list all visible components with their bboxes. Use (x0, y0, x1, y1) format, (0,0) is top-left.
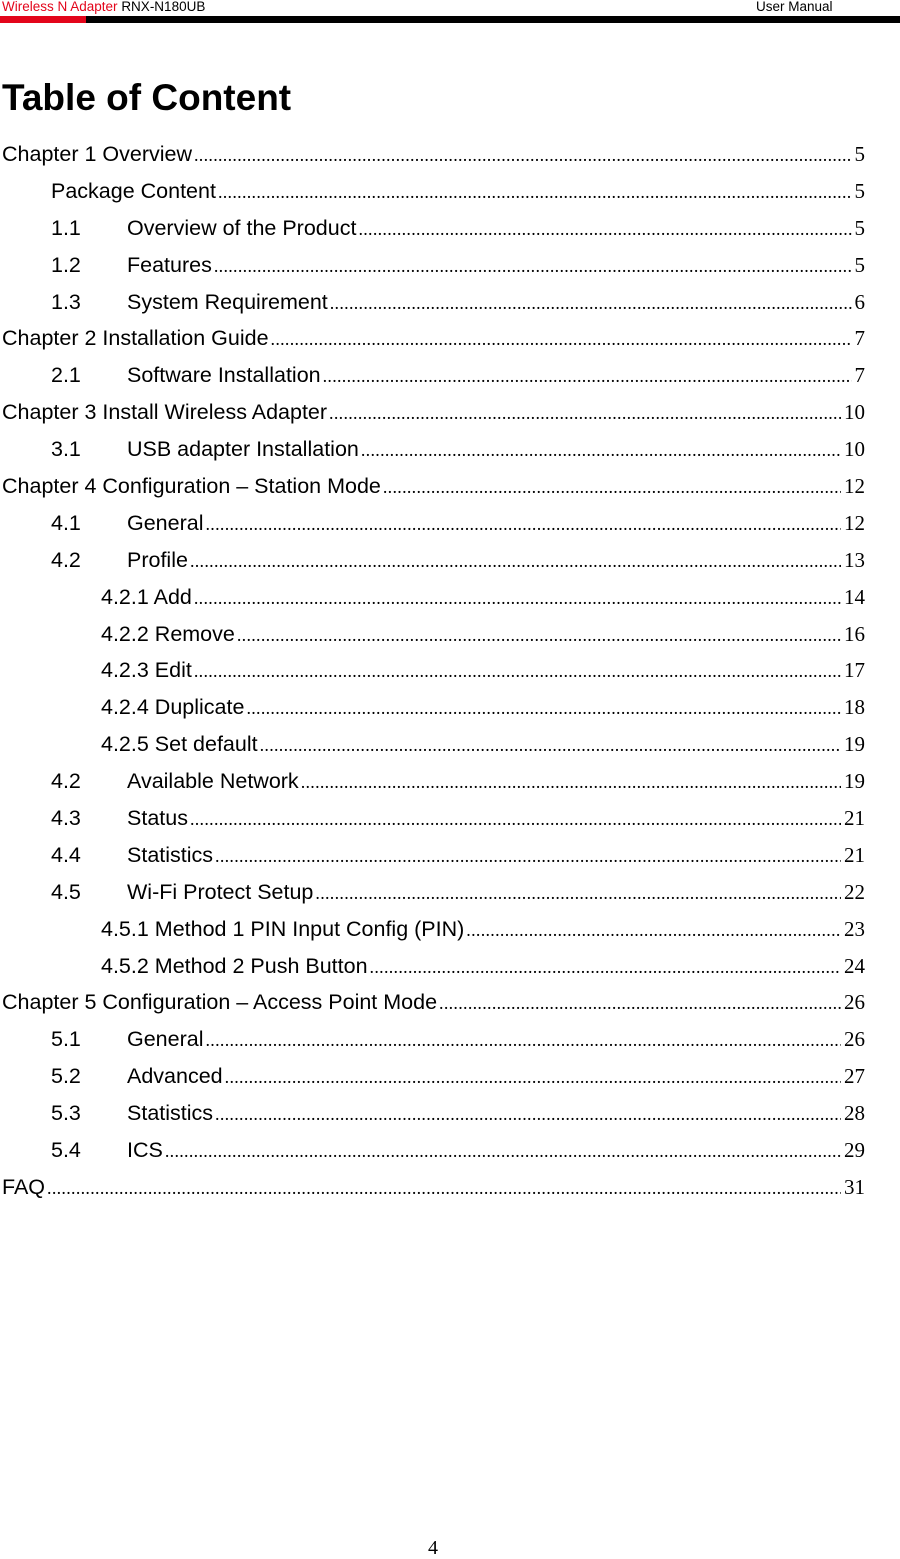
dot-leader (329, 399, 841, 427)
toc-entry-page: 27 (844, 1064, 865, 1089)
toc-entry[interactable] (0, 469, 900, 506)
toc-entry-page: 26 (844, 990, 865, 1015)
toc-entry-number: 1.3 (51, 289, 81, 314)
toc-entry-title: Statistics (127, 1101, 214, 1126)
toc-entry-page: 28 (844, 1101, 865, 1126)
toc-entry-number: 4.2 (51, 769, 81, 794)
toc-entry-page: 22 (844, 879, 865, 904)
toc-entry[interactable] (0, 1022, 900, 1059)
toc-entry-title: System Requirement (127, 289, 328, 314)
toc-entry-title: ICS (127, 1138, 163, 1163)
toc-entry-title: Software Installation (127, 363, 321, 388)
toc-entry-title: 4.5.2 Method 2 Push Button (101, 953, 368, 978)
dot-leader (194, 657, 841, 685)
toc-entry[interactable] (0, 912, 900, 949)
toc-entry-page: 31 (844, 1174, 865, 1199)
dot-leader (301, 768, 841, 796)
toc-entry-title: 4.2.3 Edit (101, 658, 192, 683)
toc-entry-number: 2.1 (51, 363, 81, 388)
toc-entry-page: 5 (854, 142, 865, 166)
toc-entry-title: Wi-Fi Protect Setup (127, 879, 314, 904)
toc-entry[interactable] (0, 1170, 900, 1207)
dot-leader (165, 1137, 841, 1165)
toc-entry[interactable] (0, 580, 900, 617)
dot-leader (271, 325, 852, 353)
table-of-contents (0, 137, 900, 1207)
toc-entry[interactable] (0, 949, 900, 986)
toc-entry[interactable] (0, 1059, 900, 1096)
toc-entry[interactable] (0, 137, 900, 174)
dot-leader (47, 1174, 841, 1202)
toc-entry[interactable] (0, 985, 900, 1022)
toc-entry[interactable] (0, 321, 900, 358)
toc-entry-page: 16 (844, 621, 865, 646)
dot-leader (330, 289, 852, 317)
toc-entry-number: 1.2 (51, 252, 81, 277)
toc-entry-title: Statistics (127, 842, 214, 867)
toc-entry[interactable] (0, 543, 900, 580)
toc-entry-title: Package Content (51, 178, 216, 203)
dot-leader (214, 252, 852, 280)
toc-entry-number: 4.1 (51, 510, 81, 535)
toc-entry[interactable] (0, 764, 900, 801)
toc-entry-number: 1.1 (51, 215, 81, 240)
dot-leader (315, 879, 841, 907)
toc-entry-title: General (127, 1027, 204, 1052)
toc-entry[interactable] (0, 395, 900, 432)
toc-entry-page: 12 (844, 474, 865, 499)
page-header (0, 0, 900, 24)
toc-entry[interactable] (0, 506, 900, 543)
toc-entry-page: 12 (844, 510, 865, 535)
toc-entry[interactable] (0, 285, 900, 322)
toc-entry-page: 18 (844, 695, 865, 720)
dot-leader (383, 473, 841, 501)
toc-entry-number: 5.3 (51, 1101, 81, 1126)
dot-leader (190, 805, 841, 833)
toc-entry-title: Chapter 2 Installation Guide (2, 326, 269, 351)
header-product (2, 0, 205, 15)
toc-entry-page: 26 (844, 1027, 865, 1052)
dot-leader (246, 694, 841, 722)
toc-entry-title: Chapter 4 Configuration – Station Mode (2, 474, 381, 499)
dot-leader (190, 547, 841, 575)
toc-entry-title: FAQ (2, 1174, 46, 1199)
toc-entry-page: 13 (844, 547, 865, 572)
page-title: Table of Content (2, 77, 292, 118)
toc-entry-title: Chapter 1 Overview (2, 142, 192, 166)
toc-entry-number: 4.3 (51, 806, 81, 831)
toc-entry-page: 14 (844, 584, 865, 609)
page-number: 4 (428, 1537, 438, 1559)
toc-entry[interactable] (0, 838, 900, 875)
toc-entry-page: 6 (854, 289, 865, 314)
toc-entry-page: 10 (844, 400, 865, 425)
toc-entry-title: 4.2.4 Duplicate (101, 695, 245, 720)
dot-leader (194, 584, 841, 612)
dot-leader (361, 436, 841, 464)
header-doc-type: User Manual (756, 0, 833, 14)
toc-entry-title: Available Network (127, 769, 299, 794)
toc-entry[interactable] (0, 174, 900, 211)
toc-entry-page: 10 (844, 437, 865, 462)
header-brand: Wireless N Adapter (2, 0, 118, 14)
dot-leader (466, 916, 841, 944)
dot-leader (218, 178, 852, 206)
header-accent-bar (0, 16, 86, 23)
header-model: RNX-N180UB (121, 0, 206, 14)
dot-leader (194, 141, 852, 169)
toc-entry-number: 3.1 (51, 437, 81, 462)
toc-entry-title: Chapter 3 Install Wireless Adapter (2, 400, 328, 425)
toc-entry-page: 5 (854, 215, 865, 240)
toc-entry-number: 5.1 (51, 1027, 81, 1052)
toc-entry-number: 5.4 (51, 1138, 81, 1163)
toc-entry-number: 4.2 (51, 547, 81, 572)
toc-entry-page: 5 (854, 252, 865, 277)
dot-leader (260, 731, 841, 759)
toc-entry[interactable] (0, 248, 900, 285)
toc-entry-title: General (127, 510, 204, 535)
header-rule-bar (86, 16, 900, 23)
toc-entry-page: 5 (854, 178, 865, 203)
toc-entry-page: 29 (844, 1138, 865, 1163)
toc-entry-title: Features (127, 252, 212, 277)
dot-leader (439, 989, 841, 1017)
toc-entry-page: 23 (844, 916, 865, 941)
toc-entry-title: 4.2.1 Add (101, 584, 192, 609)
dot-leader (215, 842, 841, 870)
toc-entry-page: 21 (844, 842, 865, 867)
toc-entry[interactable] (0, 432, 900, 469)
toc-entry-page: 17 (844, 658, 865, 683)
toc-entry-title: USB adapter Installation (127, 437, 359, 462)
toc-entry-page: 19 (844, 732, 865, 757)
toc-entry[interactable] (0, 211, 900, 248)
dot-leader (358, 215, 851, 243)
toc-entry[interactable] (0, 801, 900, 838)
toc-entry[interactable] (0, 690, 900, 727)
toc-entry[interactable] (0, 727, 900, 764)
toc-entry-page: 19 (844, 769, 865, 794)
toc-entry-title: 4.2.5 Set default (101, 732, 258, 757)
toc-entry-title: Profile (127, 547, 188, 572)
dot-leader (206, 510, 842, 538)
toc-entry[interactable] (0, 653, 900, 690)
toc-entry[interactable] (0, 875, 900, 912)
toc-entry-number: 4.5 (51, 879, 81, 904)
toc-entry[interactable] (0, 617, 900, 654)
toc-entry-title: 4.5.1 Method 1 PIN Input Config (PIN) (101, 916, 465, 941)
toc-entry-title: Advanced (127, 1064, 223, 1089)
toc-entry-number: 4.4 (51, 842, 81, 867)
toc-entry-page: 21 (844, 806, 865, 831)
dot-leader (225, 1063, 841, 1091)
dot-leader (215, 1100, 841, 1128)
toc-entry-page: 7 (854, 326, 865, 351)
toc-entry-page: 7 (854, 363, 865, 388)
toc-entry-title: 4.2.2 Remove (101, 621, 235, 646)
dot-leader (323, 362, 852, 390)
toc-entry[interactable] (0, 358, 900, 395)
toc-entry-title: Status (127, 806, 188, 831)
dot-leader (237, 621, 841, 649)
toc-entry-number: 5.2 (51, 1064, 81, 1089)
toc-entry[interactable] (0, 1096, 900, 1133)
dot-leader (370, 953, 841, 981)
toc-entry-title: Overview of the Product (127, 215, 357, 240)
toc-entry-page: 24 (844, 953, 865, 978)
toc-entry-title: Chapter 5 Configuration – Access Point Mode (2, 990, 438, 1015)
dot-leader (206, 1026, 842, 1054)
toc-entry[interactable] (0, 1133, 900, 1170)
